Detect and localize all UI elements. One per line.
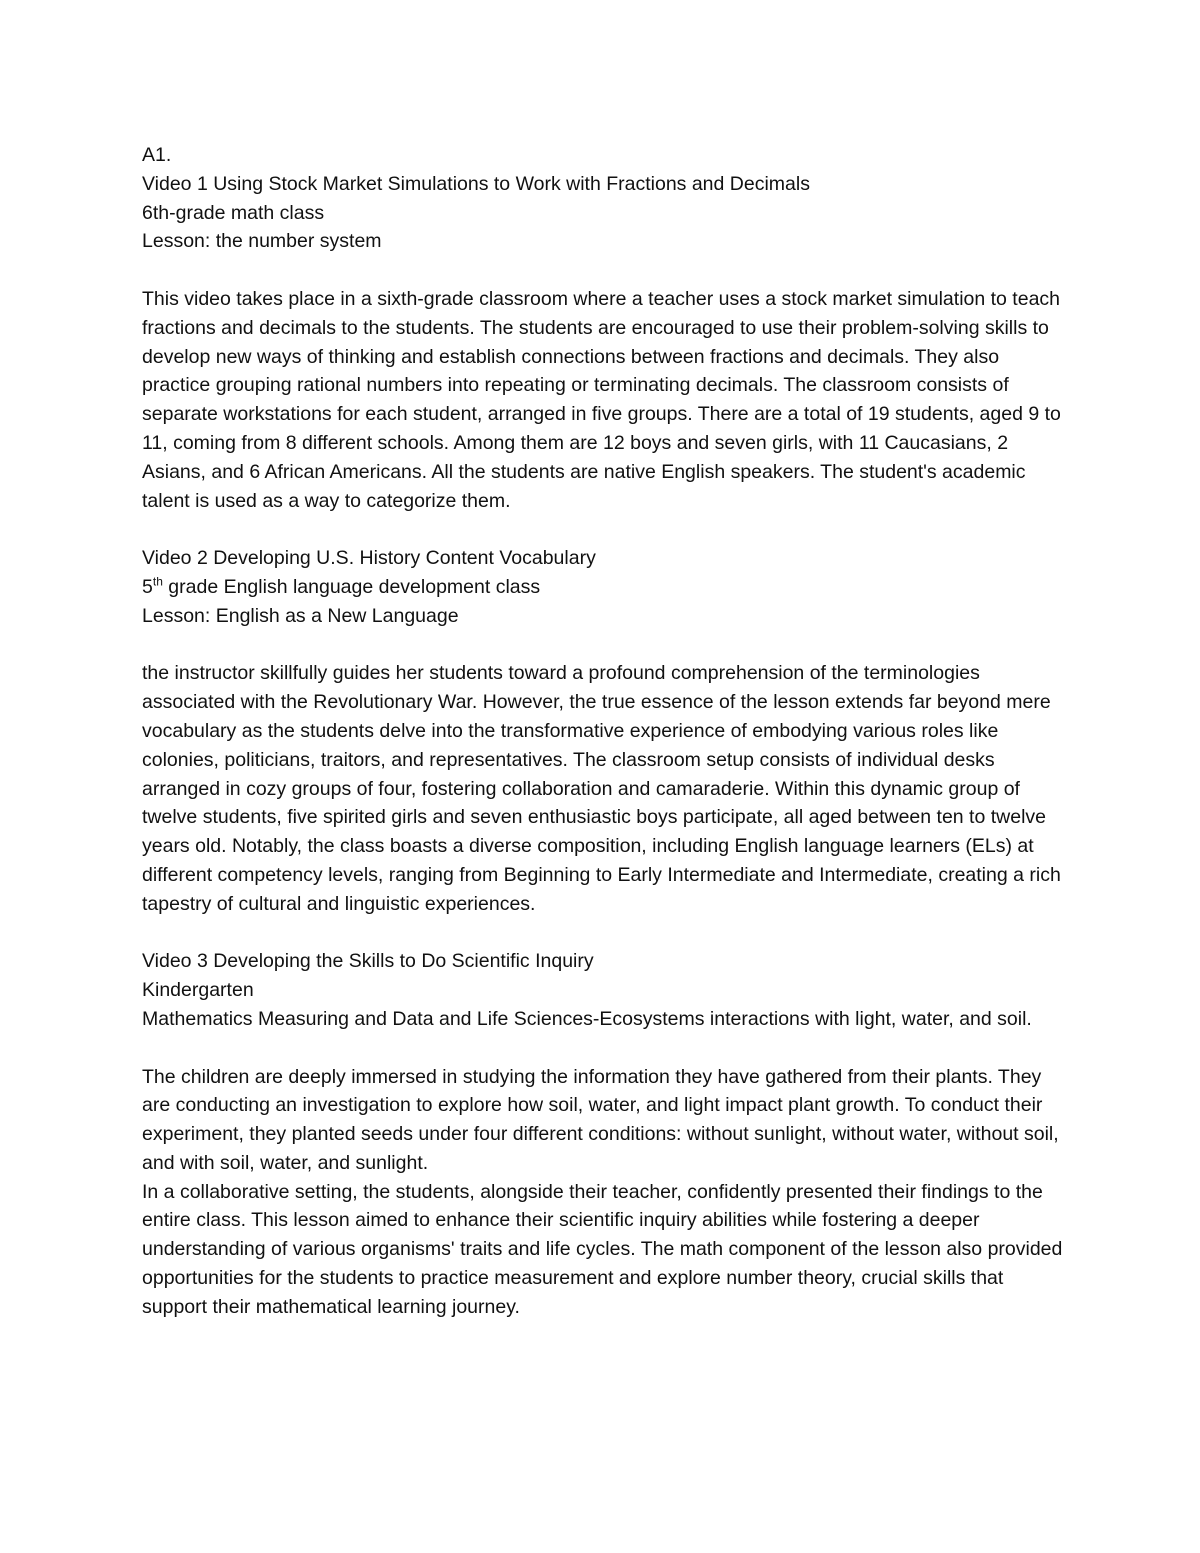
video1-grade: 6th-grade math class	[142, 201, 325, 224]
video2-grade-rest: grade English language development class	[162, 575, 541, 598]
spacer	[142, 1034, 1072, 1063]
video3-description-1: The children are deeply immersed in studying the information they have gathered from their plants. They are conducting an investigation to explore how soil, water, and light impact plant growth. To conduct their experiment, they planted seeds under four different conditions: without sunlight, without water, without soil, and with soil, water, and sunlight.	[142, 1065, 1059, 1174]
video3-subject: Mathematics Measuring and Data and Life Sciences-Ecosystems interactions with light, water, and soil.	[142, 1007, 1032, 1030]
video2-lesson: Lesson: English as a New Language	[142, 604, 459, 627]
video2-description: the instructor skillfully guides her students toward a profound comprehension of the terminologies associated with the Revolutionary War. However, the true essence of the lesson extends far beyond mere vocabulary as the students delve into the transformative experience of embodying various roles like colonies, politicians, traitors, and representatives. The classroom setup consists of individual desks arranged in cozy groups of four, fostering collaboration and camaraderie. Within this dynamic group of twelve students, five spirited girls and seven enthusiastic boys participate, all aged between ten to twelve years old. Notably, the class boasts a diverse composition, including English language learners (ELs) at different competency levels, ranging from Beginning to Early Intermediate and Intermediate, creating a rich tapestry of cultural and linguistic experiences.	[142, 662, 1061, 915]
spacer	[142, 631, 1072, 660]
video2-grade	[142, 573, 1072, 602]
video3-title: Video 3 Developing the Skills to Do Scientific Inquiry	[142, 950, 594, 973]
spacer	[142, 256, 1072, 285]
video1-description: This video takes place in a sixth-grade classroom where a teacher uses a stock market simulation to teach fractions and decimals to the students. The students are encouraged to use their problem-solving skills to develop new ways of thinking and establish connections between fractions and decimals. They also practice grouping rational numbers into repeating or terminating decimals. The classroom consists of separate workstations for each student, arranged in five groups. There are a total of 19 students, aged 9 to 11, coming from 8 different schools. Among them are 12 boys and seven girls, with 11 Caucasians, 2 Asians, and 6 African Americans. All the students are native English speakers. The student's academic talent is used as a way to categorize them.	[142, 287, 1061, 512]
video2-grade-suffix: th	[152, 574, 163, 589]
spacer	[142, 919, 1072, 948]
document-heading: A1.	[142, 144, 172, 166]
video2-title: Video 2 Developing U.S. History Content Vocabulary	[142, 547, 596, 570]
video2-grade-number: 5	[142, 575, 153, 598]
spacer	[142, 515, 1072, 544]
video1-lesson: Lesson: the number system	[142, 230, 382, 253]
document-page	[142, 141, 1072, 1322]
video3-grade: Kindergarten	[142, 979, 254, 1002]
video1-title: Video 1 Using Stock Market Simulations to Work with Fractions and Decimals	[142, 172, 810, 195]
video3-description-2: In a collaborative setting, the students, alongside their teacher, confidently presented their findings to the entire class. This lesson aimed to enhance their scientific inquiry abilities while fostering a deeper understanding of various organisms' traits and life cycles. The math component of the lesson also provided opportunities for the students to practice measurement and explore number theory, crucial skills that support their mathematical learning journey.	[142, 1180, 1063, 1318]
